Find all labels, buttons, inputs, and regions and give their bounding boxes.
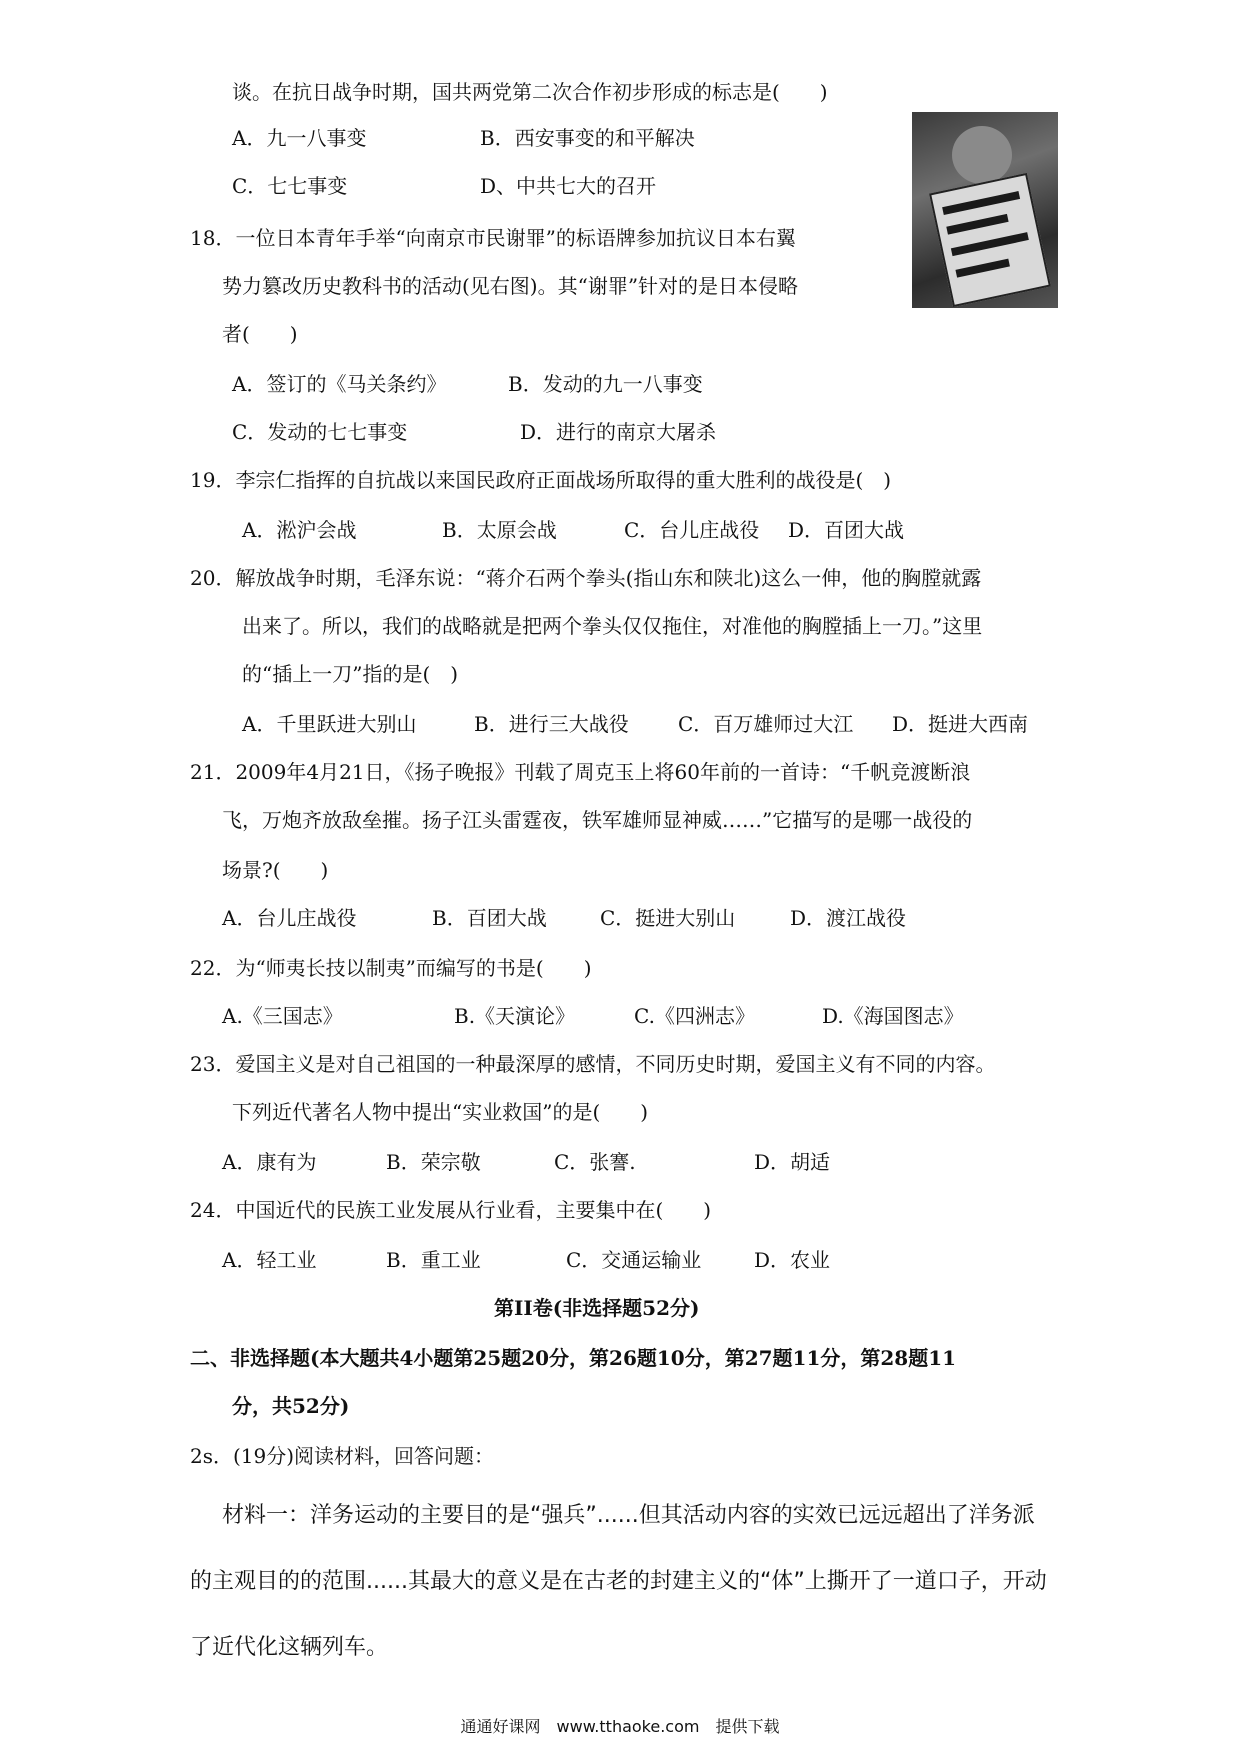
q20-option-b[interactable]: B．进行三大战役 xyxy=(474,712,629,736)
q21-option-c[interactable]: C．挺进大别山 xyxy=(600,906,736,930)
q22-text: 22．为“师夷长技以制夷”而编写的书是( ) xyxy=(190,956,592,980)
q24-option-a[interactable]: A．轻工业 xyxy=(222,1248,317,1272)
section2-title: 第II卷(非选择题52分) xyxy=(494,1296,700,1320)
section2-header-line2: 分，共52分) xyxy=(232,1394,350,1418)
q18-option-a[interactable]: A．签订的《马关条约》 xyxy=(232,372,447,396)
q24-option-c[interactable]: C．交通运输业 xyxy=(566,1248,702,1272)
q22-option-d[interactable]: D.《海国图志》 xyxy=(822,1004,964,1028)
q20-line2: 出来了。所以，我们的战略就是把两个拳头仅仅拖住，对准他的胸膛插上一刀。”这里 xyxy=(242,614,983,638)
q20-option-c[interactable]: C．百万雄师过大江 xyxy=(678,712,854,736)
q17-option-b[interactable]: B．西安事变的和平解决 xyxy=(480,126,695,150)
q20-option-a[interactable]: A．千里跃进大别山 xyxy=(242,712,417,736)
q22-option-a[interactable]: A.《三国志》 xyxy=(222,1004,343,1028)
q20-line1: 20．解放战争时期，毛泽东说：“蒋介石两个拳头(指山东和陕北)这么一伸，他的胸膛就露 xyxy=(190,566,982,590)
q23-option-b[interactable]: B．荣宗敬 xyxy=(386,1150,481,1174)
q25-intro: 2s．(19分)阅读材料，回答问题： xyxy=(190,1444,495,1468)
material1-line1: 材料一：洋务运动的主要目的是“强兵”......但其活动内容的实效已远远超出了洋务派 xyxy=(222,1503,1035,1528)
q17-options-row2 xyxy=(232,172,656,200)
material1-line2: 的主观目的的范围......其最大的意义是在古老的封建主义的“体”上撕开了一道口子，开动 xyxy=(190,1569,1047,1594)
page-footer: 通通好课网 www.tthaoke.com 提供下载 xyxy=(460,1717,780,1736)
q20-options xyxy=(242,710,1028,738)
q21-options xyxy=(222,904,906,932)
q18-option-b[interactable]: B．发动的九一八事变 xyxy=(508,372,703,396)
q21-line2: 飞，万炮齐放敌垒摧。扬子江头雷霆夜，铁军雄师显神威……”它描写的是哪一战役的 xyxy=(222,808,973,832)
q18-option-d[interactable]: D．进行的南京大屠杀 xyxy=(520,420,717,444)
q17-option-a[interactable]: A．九一八事变 xyxy=(232,126,367,150)
q23-options xyxy=(222,1148,830,1176)
q19-text: 19．李宗仁指挥的自抗战以来国民政府正面战场所取得的重大胜利的战役是( ) xyxy=(190,468,892,492)
q19-option-c[interactable]: C．台儿庄战役 xyxy=(624,518,760,542)
q21-line3: 场景?( ) xyxy=(222,858,329,882)
q21-line1: 21．2009年4月21日，《扬子晚报》刊载了周克玉上将60年前的一首诗：“千帆竞渡断浪 xyxy=(190,760,971,784)
q19-options xyxy=(242,516,904,544)
material1-line3: 了近代化这辆列车。 xyxy=(190,1635,389,1660)
q21-option-d[interactable]: D．渡江战役 xyxy=(790,906,907,930)
q21-option-a[interactable]: A．台儿庄战役 xyxy=(222,906,357,930)
q22-option-b[interactable]: B.《天演论》 xyxy=(454,1004,576,1028)
q18-options-row1 xyxy=(232,370,703,398)
q17-option-d[interactable]: D、中共七大的召开 xyxy=(480,174,657,198)
q19-option-b[interactable]: B．太原会战 xyxy=(442,518,557,542)
q18-line3: 者( ) xyxy=(222,322,298,346)
q22-option-c[interactable]: C.《四洲志》 xyxy=(634,1004,755,1028)
q23-line2: 下列近代著名人物中提出“实业救国”的是( ) xyxy=(232,1100,649,1124)
q23-line1: 23．爱国主义是对自己祖国的一种最深厚的感情，不同历史时期，爱国主义有不同的内容。 xyxy=(190,1052,996,1076)
q17-text: 谈。在抗日战争时期，国共两党第二次合作初步形成的标志是( ) xyxy=(232,80,828,104)
q24-text: 24．中国近代的民族工业发展从行业看，主要集中在( ) xyxy=(190,1198,712,1222)
q23-option-a[interactable]: A．康有为 xyxy=(222,1150,317,1174)
photo-placard xyxy=(929,173,1051,307)
protest-sign-photo xyxy=(912,112,1058,308)
q19-option-a[interactable]: A．淞沪会战 xyxy=(242,518,357,542)
photo-person-head xyxy=(952,126,1012,184)
q18-line1: 18．一位日本青年手举“向南京市民谢罪”的标语牌参加抗议日本右翼 xyxy=(190,226,796,250)
section2-header-line1: 二、非选择题(本大题共4小题第25题20分，第26题10分，第27题11分，第28题11 xyxy=(190,1346,957,1370)
q24-option-d[interactable]: D．农业 xyxy=(754,1248,831,1272)
q22-options xyxy=(222,1002,964,1030)
q23-option-c[interactable]: C．张謇. xyxy=(554,1150,636,1174)
q20-line3: 的“插上一刀”指的是( ) xyxy=(242,662,459,686)
q19-option-d[interactable]: D．百团大战 xyxy=(788,518,905,542)
q17-options-row1 xyxy=(232,124,695,152)
q20-option-d[interactable]: D．挺进大西南 xyxy=(892,712,1029,736)
q24-option-b[interactable]: B．重工业 xyxy=(386,1248,481,1272)
q21-option-b[interactable]: B．百团大战 xyxy=(432,906,547,930)
q18-options-row2 xyxy=(232,418,716,446)
q18-line2: 势力篡改历史教科书的活动(见右图)。其“谢罪”针对的是日本侵略 xyxy=(222,274,799,298)
q23-option-d[interactable]: D．胡适 xyxy=(754,1150,831,1174)
q17-option-c[interactable]: C．七七事变 xyxy=(232,174,348,198)
q24-options xyxy=(222,1246,830,1274)
q18-option-c[interactable]: C．发动的七七事变 xyxy=(232,420,408,444)
